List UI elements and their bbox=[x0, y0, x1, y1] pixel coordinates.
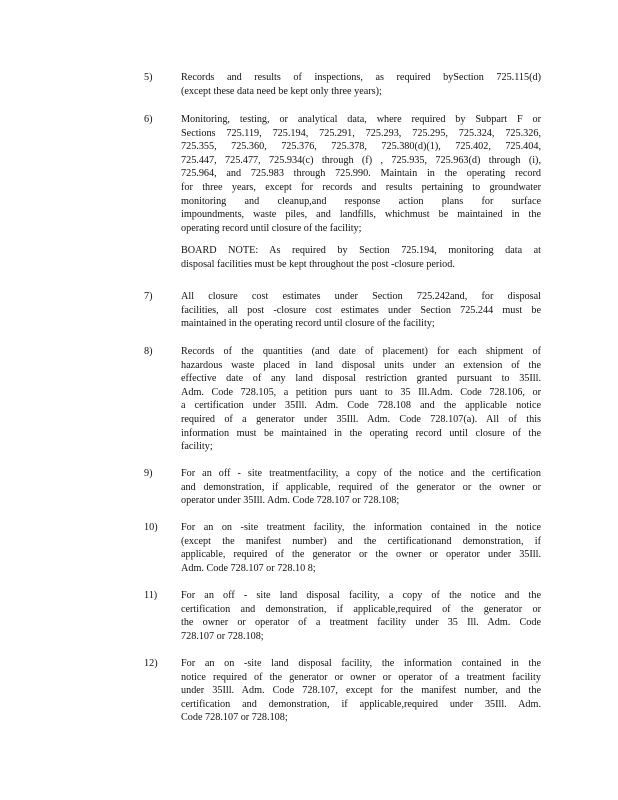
text-line: Adm. Code 728.107 or 728.10 8; bbox=[181, 562, 316, 574]
item-text bbox=[181, 345, 541, 454]
text-line: Records and results of inspections, as required bySection 725.115(d) bbox=[181, 72, 541, 83]
text-line: impoundments, waste piles, and landfills, whichmust be maintained in the bbox=[181, 209, 541, 221]
text-line: facilities, all post -closure cost estimates under Section 725.244 must be bbox=[181, 304, 541, 316]
text-line: 725.447, 725.477, 725.934(c) through (f) , 725.935, 725.963(d) through (i), bbox=[181, 154, 541, 166]
board-note bbox=[181, 244, 541, 271]
item-number: 11) bbox=[144, 590, 158, 601]
text-line: 725.355, 725.360, 725.376, 725.378, 725.380(d)(1), 725.402, 725.404, bbox=[181, 141, 541, 153]
item-number: 10) bbox=[144, 522, 158, 533]
text-line: (except these data need be kept only three years); bbox=[181, 85, 382, 97]
text-line: notice required of the generator or owner or operator of a treatment facility bbox=[181, 671, 541, 683]
text-line: (except the manifest number) and the certificationand demonstration, if bbox=[181, 535, 541, 547]
text-line: under 35Ill. Adm. Code 728.107, except for the manifest number, and the bbox=[181, 685, 541, 697]
text-line: For an on -site land disposal facility, the information contained in the bbox=[181, 658, 541, 669]
item-number: 7) bbox=[144, 291, 153, 302]
text-line: Records of the quantities (and date of placement) for each shipment of bbox=[181, 346, 541, 357]
text-line: Monitoring, testing, or analytical data, where required by Subpart F or bbox=[181, 114, 541, 125]
text-line: For an off - site land disposal facility, a copy of the notice and the bbox=[181, 590, 541, 601]
text-line: effective date of any land disposal restriction granted pursuant to 35Ill. bbox=[181, 373, 541, 385]
text-line: and demonstration, if applicable, required of the generator or the owner or bbox=[181, 481, 541, 493]
text-line: 725.964, and 725.983 through 725.990. Maintain in the operating record bbox=[181, 168, 541, 180]
text-line: For an off - site treatmentfacility, a copy of the notice and the certification bbox=[181, 468, 541, 479]
text-line: certification and demonstration, if applicable,required of the generator or bbox=[181, 603, 541, 615]
text-line: a certification under 35Ill. Adm. Code 728.108 and the applicable notice bbox=[181, 400, 541, 412]
text-line: hazardous waste placed in land disposal units under an extension of the bbox=[181, 359, 541, 371]
item-text bbox=[181, 657, 541, 725]
item-number: 12) bbox=[144, 658, 158, 669]
text-line: All closure cost estimates under Section 725.242and, for disposal bbox=[181, 291, 541, 302]
text-line: required of a generator under 35Ill. Adm. Code 728.107(a). All of this bbox=[181, 413, 541, 425]
text-line: information must be maintained in the operating record until closure of the bbox=[181, 427, 541, 439]
text-line: for three years, except for records and results pertaining to groundwater bbox=[181, 181, 541, 193]
item-number: 9) bbox=[144, 468, 153, 479]
text-line: monitoring and cleanup,and response action plans for surface bbox=[181, 195, 541, 207]
note-line: disposal facilities must be kept throughout the post -closure period. bbox=[181, 258, 455, 270]
text-line: For an on -site treatment facility, the information contained in the notice bbox=[181, 522, 541, 533]
item-text bbox=[181, 589, 541, 643]
item-number: 5) bbox=[144, 72, 153, 83]
item-text bbox=[181, 467, 541, 508]
text-line: maintained in the operating record until closure of the facility; bbox=[181, 318, 435, 330]
item-text bbox=[181, 113, 541, 272]
text-line: the owner or operator of a treatment facility under 35 Ill. Adm. Code bbox=[181, 617, 541, 629]
item-text bbox=[181, 521, 541, 575]
text-line: Sections 725.119, 725.194, 725.291, 725.293, 725.295, 725.324, 725.326, bbox=[181, 127, 541, 139]
text-line: operating record until closure of the facility; bbox=[181, 222, 362, 234]
item-text bbox=[181, 290, 541, 331]
text-line: Adm. Code 728.105, a petition purs uant to 35 Ill.Adm. Code 728.106, or bbox=[181, 386, 541, 398]
item-number: 6) bbox=[144, 114, 153, 125]
text-line: 728.107 or 728.108; bbox=[181, 630, 264, 642]
text-line: facility; bbox=[181, 441, 213, 453]
item-text bbox=[181, 71, 541, 98]
note-line: BOARD NOTE: As required by Section 725.194, monitoring data at bbox=[181, 245, 541, 257]
text-line: operator under 35Ill. Adm. Code 728.107 or 728.108; bbox=[181, 495, 400, 507]
text-line: certification and demonstration, if applicable,required under 35Ill. Adm. bbox=[181, 698, 541, 710]
text-line: Code 728.107 or 728.108; bbox=[181, 712, 288, 724]
text-line: applicable, required of the generator or the owner or operator under 35Ill. bbox=[181, 549, 541, 561]
item-number: 8) bbox=[144, 346, 153, 357]
